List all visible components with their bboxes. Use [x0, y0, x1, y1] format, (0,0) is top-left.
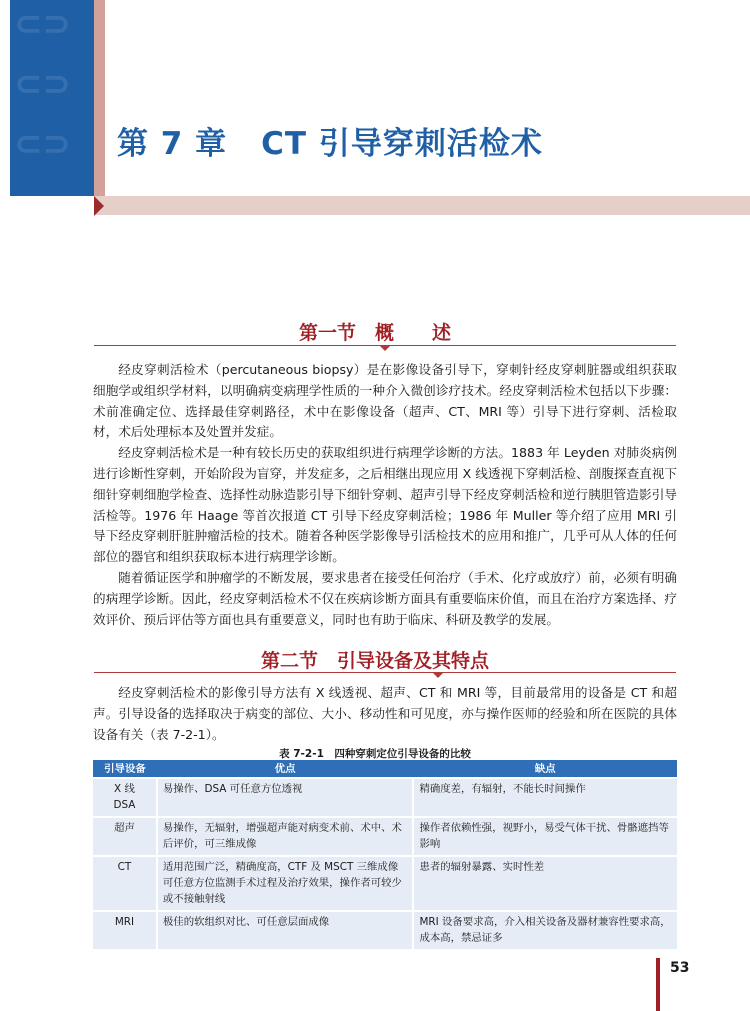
page-number-rule	[656, 958, 660, 1011]
pattern-decoration: ⊂⊃	[14, 4, 71, 44]
section-2-body	[93, 683, 677, 745]
section-2-title: 第二节 引导设备及其特点	[260, 650, 489, 672]
section-1-title: 第一节 概 述	[298, 322, 451, 344]
page-number: 53	[670, 960, 690, 976]
comparison-table	[93, 760, 677, 949]
section-1-body	[93, 360, 677, 630]
section-rule-tick-icon	[432, 672, 444, 678]
table-row	[93, 817, 677, 856]
header-arrow-icon	[94, 196, 104, 216]
pattern-decoration: ⊂⊃	[14, 64, 71, 104]
section-2-rule	[94, 672, 676, 673]
table-caption: 表 7-2-1 四种穿刺定位引导设备的比较	[279, 748, 471, 760]
paragraph: 经皮穿刺活检术的影像引导方法有 X 线透视、超声、CT 和 MRI 等，目前最常用的设备是 CT 和超声。引导设备的选择取决于病变的部位、大小、移动性和可见度，亦与操作医师的经验和所在医院的具体设备有关（表 7-2-1）。	[93, 685, 677, 742]
cons-cell: 患者的辐射暴露、实时性差	[413, 856, 677, 911]
cons-cell: 精确度差，有辐射，不能长时间操作	[413, 778, 677, 817]
device-cell: X 线 DSA	[93, 778, 157, 817]
chapter-title	[117, 118, 543, 163]
table-row	[93, 856, 677, 911]
device-cell: CT	[93, 856, 157, 911]
section-rule-tick-icon	[379, 345, 391, 351]
table-row	[93, 911, 677, 949]
device-cell: MRI	[93, 911, 157, 949]
table-header-row	[93, 760, 677, 778]
table-header-cell: 优点	[157, 760, 414, 778]
paragraph: 经皮穿刺活检术是一种有较长历史的获取组织进行病理学诊断的方法。1883 年 Leyden 对肺炎病例进行诊断性穿刺，开始阶段为盲穿，并发症多，之后相继出现应用 X 线透视下穿刺活检、剖腹探查直视下细针穿刺细胞学检查、选择性动脉造影引导下细针穿刺、超声引导下经皮穿刺活检和逆行胰胆管造影引导活检等。1976 年 Haage 等首次报道 CT 引导下经皮穿刺活检；1986 年 Muller 等介绍了应用 MRI 引导下经皮穿刺肝脏肿瘤活检的技术。随着各种医学影像导引活检技术的应用和推广，几乎可从人体的任何部位的器官和组织获取标本进行病理学诊断。	[93, 445, 677, 565]
paragraph: 随着循证医学和肿瘤学的不断发展，要求患者在接受任何治疗（手术、化疗或放疗）前，必须有明确的病理学诊断。因此，经皮穿刺活检术不仅在疾病诊断方面具有重要临床价值，而且在治疗方案选择、疗效评价、预后评估等方面也具有重要意义，同时也有助于临床、科研及教学的发展。	[93, 569, 677, 627]
pros-cell: 极佳的软组织对比、可任意层面成像	[157, 911, 414, 949]
chapter-header-block	[10, 0, 94, 196]
cons-cell: MRI 设备要求高，介入相关设备及器材兼容性要求高，成本高，禁忌证多	[413, 911, 677, 949]
header-accent-strip	[94, 0, 105, 196]
table-row	[93, 778, 677, 817]
pattern-decoration: ⊂⊃	[14, 124, 71, 164]
pros-cell: 适用范围广泛，精确度高，CTF 及 MSCT 三维成像可任意方位监测手术过程及治疗效果，操作者可较少或不接触射线	[157, 856, 414, 911]
device-cell: 超声	[93, 817, 157, 856]
table-header-cell: 引导设备	[93, 760, 157, 778]
paragraph: 经皮穿刺活检术（percutaneous biopsy）是在影像设备引导下，穿刺针经皮穿刺脏器或组织获取细胞学或组织学材料，以明确病变病理学性质的一种介入微创诊疗技术。经皮穿刺活检术包括以下步骤：术前准确定位、选择最佳穿刺路径，术中在影像设备（超声、CT、MRI 等）引导下进行穿刺、活检取材，术后处理标本及处置并发症。	[93, 362, 677, 440]
pros-cell: 易操作、DSA 可任意方位透视	[157, 778, 414, 817]
cons-cell: 操作者依赖性强，视野小，易受气体干扰、骨骼遮挡等影响	[413, 817, 677, 856]
chapter-number: 第 7 章	[117, 126, 228, 162]
header-bar	[94, 196, 750, 215]
chapter-name: CT 引导穿刺活检术	[261, 126, 543, 162]
pros-cell: 易操作，无辐射，增强超声能对病变术前、术中、术后评价，可三维成像	[157, 817, 414, 856]
table-header-cell: 缺点	[413, 760, 677, 778]
